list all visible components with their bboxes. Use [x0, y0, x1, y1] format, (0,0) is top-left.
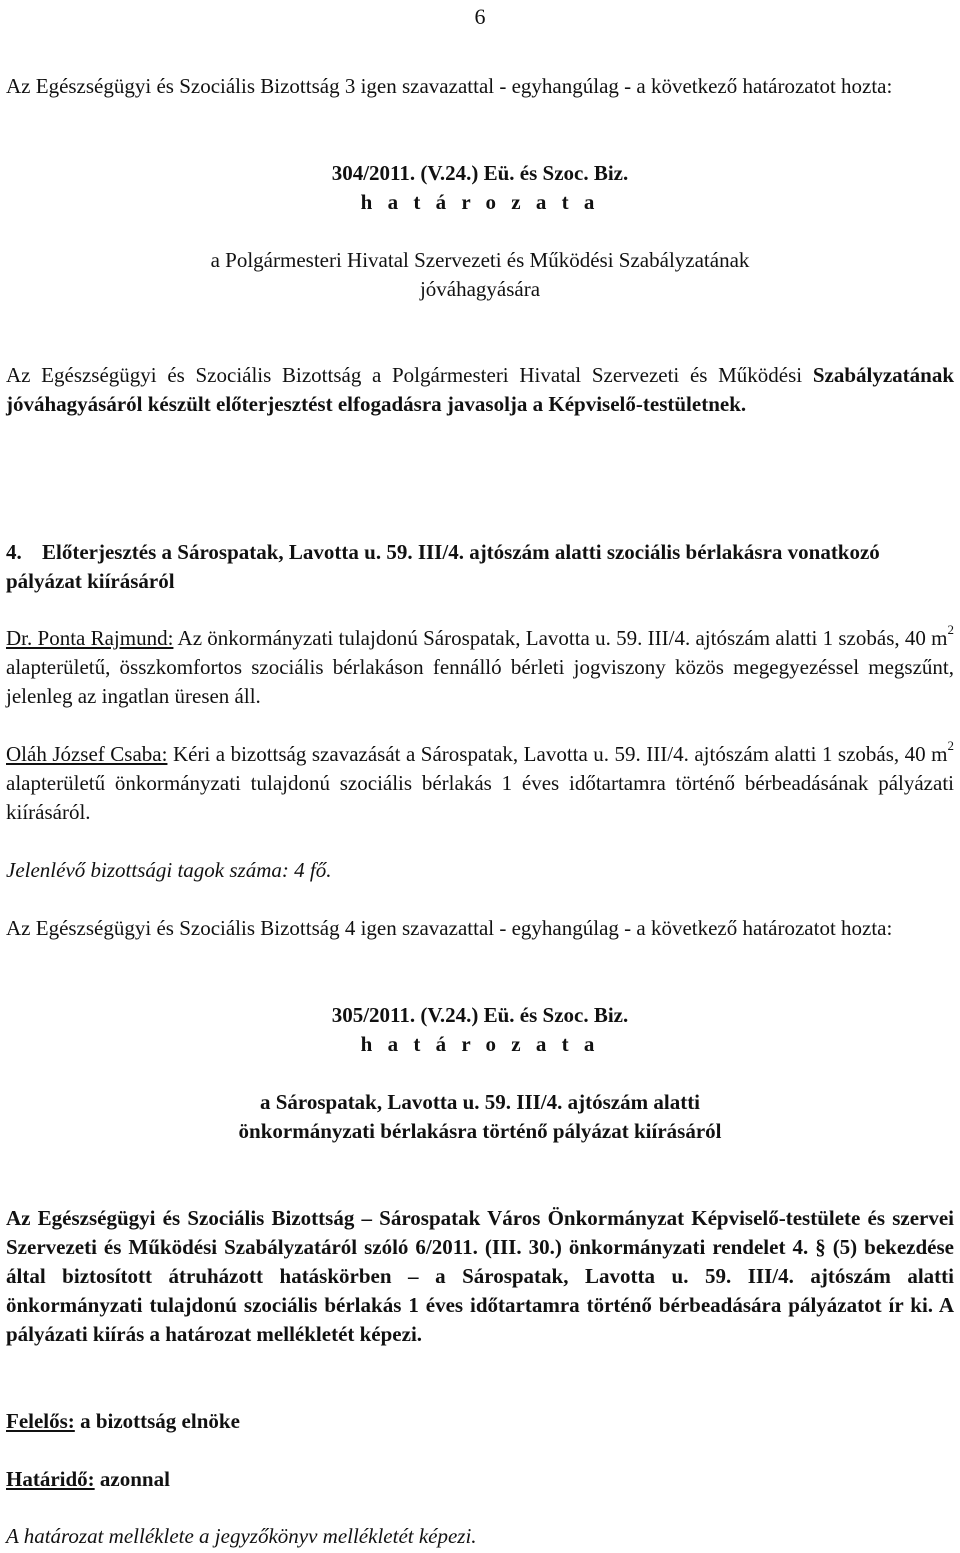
- ponta-text-2: alapterületű, összkomfortos szociális bérlakáson fennálló bérleti jogviszony közös megegyezéssel megszűnt, jelenleg az ingatlan üresen áll.: [6, 655, 954, 708]
- responsible-value: a bizottság elnöke: [74, 1409, 240, 1433]
- agenda-item-title: Előterjesztés a Sárospatak, Lavotta u. 59. III/4. ajtószám alatti szociális bérlakásra vonatkozó pályázat kiírásáról: [6, 540, 880, 593]
- resolution-304-subject-line2: jóváhagyására: [419, 277, 541, 301]
- page-number: 6: [474, 4, 486, 29]
- resolution-305-number: 305/2011. (V.24.) Eü. és Szoc. Biz.: [331, 1003, 629, 1027]
- resolution-304-body: [6, 361, 954, 419]
- resolution-305-subject-line2: önkormányzati bérlakásra történő pályázat kiírásáról: [238, 1119, 722, 1143]
- agenda-item-4: [6, 538, 954, 596]
- agenda-item-number: 4.: [6, 540, 22, 564]
- annex-note: A határozat melléklete a jegyzőkönyv mellékletét képezi.: [6, 1524, 477, 1548]
- resolution-305-body: Az Egészségügyi és Szociális Bizottság – Sárospatak Város Önkormányzat Képviselő-testülete és szervei Szervezeti és Működési Szabályzatáról szóló 6/2011. (III. 30.) önkormányzati rendelet 4. § (5) bekezdése által biztosított átruházott hatáskörben – a Sárospatak, Lavotta u. 59. III/4. ajtószám alatti önkormányzati tulajdonú szociális bérlakás 1 éves időtartamra történő bérbeadására pályázatot ír ki. A pályázati kiírás a határozat mellékletét képezi.: [6, 1206, 954, 1346]
- responsible-label: Felelős:: [6, 1409, 75, 1433]
- resolution-305-heading: h a t á r o z a t a: [360, 1032, 600, 1056]
- resolution-304-subject-line1: a Polgármesteri Hivatal Szervezeti és Működési Szabályzatának: [210, 248, 750, 272]
- deadline-label: Határidő:: [6, 1467, 95, 1491]
- resolution-304-heading: h a t á r o z a t a: [360, 190, 600, 214]
- resolution-304-body-normal: Az Egészségügyi és Szociális Bizottság a Polgármesteri Hivatal Szervezeti és Működési: [6, 363, 803, 387]
- speaker-ponta: Dr. Ponta Rajmund:: [6, 626, 174, 650]
- deadline-line: [6, 1465, 954, 1494]
- deadline-value: azonnal: [94, 1467, 170, 1491]
- superscript: 2: [947, 738, 954, 753]
- superscript: 2: [947, 622, 954, 637]
- olah-text-2: alapterületű önkormányzati tulajdonú szociális bérlakás 1 éves időtartamra történő bérbeadásának pályázati kiírásáról.: [6, 771, 954, 824]
- olah-statement: [6, 740, 954, 827]
- responsible-line: [6, 1407, 954, 1436]
- vote-statement-1: Az Egészségügyi és Szociális Bizottság 3 igen szavazattal - egyhangúlag - a következő határozatot hozta:: [6, 74, 893, 98]
- speaker-olah: Oláh József Csaba:: [6, 742, 168, 766]
- ponta-text-1: Az önkormányzati tulajdonú Sárospatak, Lavotta u. 59. III/4. ajtószám alatti 1 szobás, 40 m: [173, 626, 948, 650]
- olah-text-1: Kéri a bizottság szavazását a Sárospatak, Lavotta u. 59. III/4. ajtószám alatti 1 szobás, 40 m: [167, 742, 948, 766]
- vote-statement-2: Az Egészségügyi és Szociális Bizottság 4 igen szavazattal - egyhangúlag - a következő határozatot hozta:: [6, 916, 893, 940]
- resolution-304-body-bold: Szabályzatának jóváhagyásáról készült előterjesztést elfogadásra javasolja a Képviselő-testületnek.: [6, 363, 954, 416]
- ponta-statement: [6, 624, 954, 711]
- resolution-305-subject-line1: a Sárospatak, Lavotta u. 59. III/4. ajtószám alatti: [259, 1090, 701, 1114]
- present-members: Jelenlévő bizottsági tagok száma: 4 fő.: [6, 858, 332, 882]
- resolution-304-number: 304/2011. (V.24.) Eü. és Szoc. Biz.: [331, 161, 629, 185]
